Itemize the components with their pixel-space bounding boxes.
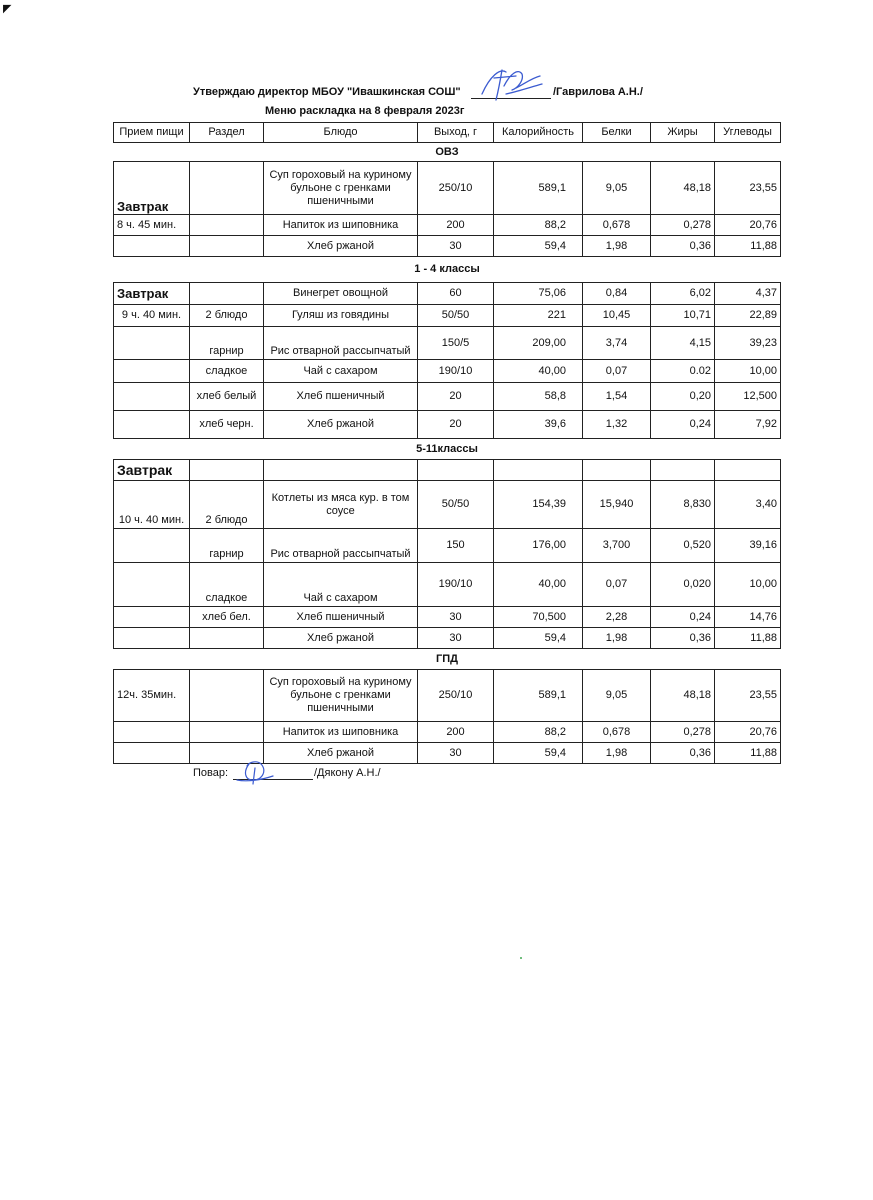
cook-name: /Дякону А.Н./: [314, 767, 381, 779]
time-cell: [114, 743, 190, 764]
dish-cell: Котлеты из мяса кур. в том соусе: [264, 481, 418, 529]
carbs-cell: 23,55: [715, 670, 781, 722]
dish-cell: Хлеб ржаной: [264, 411, 418, 439]
output-cell: 150/5: [418, 327, 494, 360]
meal-name: Завтрак: [114, 460, 190, 481]
empty-cell: [190, 460, 264, 481]
fat-cell: 48,18: [651, 670, 715, 722]
razdel-cell: [190, 236, 264, 257]
time-cell: [114, 628, 190, 649]
kcal-cell: 59,4: [494, 743, 583, 764]
scan-speck: [520, 957, 522, 959]
protein-cell: 1,54: [583, 383, 651, 411]
razdel-cell: хлеб черн.: [190, 411, 264, 439]
section-title-row: [114, 649, 781, 670]
output-cell: 30: [418, 628, 494, 649]
header-row: [114, 123, 781, 143]
output-cell: 200: [418, 215, 494, 236]
kcal-cell: 209,00: [494, 327, 583, 360]
col-header: Жиры: [651, 123, 715, 143]
dish-cell: Напиток из шиповника: [264, 215, 418, 236]
kcal-cell: 70,500: [494, 607, 583, 628]
kcal-cell: 59,4: [494, 236, 583, 257]
dish-cell: Хлеб пшеничный: [264, 607, 418, 628]
output-cell: 20: [418, 411, 494, 439]
dish-cell: Винегрет овощной: [264, 283, 418, 305]
fat-cell: 0,278: [651, 215, 715, 236]
razdel-cell: 2 блюдо: [190, 481, 264, 529]
razdel-cell: [190, 628, 264, 649]
fat-cell: 4,15: [651, 327, 715, 360]
table-row: [114, 481, 781, 529]
table-row: [114, 305, 781, 327]
col-header: Прием пищи: [114, 123, 190, 143]
carbs-cell: 10,00: [715, 360, 781, 383]
fat-cell: 10,71: [651, 305, 715, 327]
razdel-cell: [190, 722, 264, 743]
empty-cell: [583, 460, 651, 481]
protein-cell: 0,678: [583, 722, 651, 743]
protein-cell: 0,84: [583, 283, 651, 305]
protein-cell: 15,940: [583, 481, 651, 529]
carbs-cell: 39,16: [715, 529, 781, 563]
table-row: [114, 162, 781, 215]
approval-line: [193, 86, 673, 102]
carbs-cell: 3,40: [715, 481, 781, 529]
fat-cell: 0,36: [651, 743, 715, 764]
protein-cell: 1,32: [583, 411, 651, 439]
carbs-cell: 11,88: [715, 628, 781, 649]
protein-cell: 2,28: [583, 607, 651, 628]
fat-cell: 0,20: [651, 383, 715, 411]
output-cell: 190/10: [418, 360, 494, 383]
table-row: [114, 383, 781, 411]
fat-cell: 0,520: [651, 529, 715, 563]
output-cell: 200: [418, 722, 494, 743]
dish-cell: Чай с сахаром: [264, 360, 418, 383]
fat-cell: 0,278: [651, 722, 715, 743]
time-cell: [114, 327, 190, 360]
carbs-cell: 39,23: [715, 327, 781, 360]
carbs-cell: 20,76: [715, 722, 781, 743]
time-cell: 12ч. 35мин.: [114, 670, 190, 722]
output-cell: 150: [418, 529, 494, 563]
empty-cell: [715, 460, 781, 481]
empty-cell: [494, 460, 583, 481]
menu-table: [113, 122, 781, 764]
table-row: [114, 563, 781, 607]
razdel-cell: [190, 215, 264, 236]
carbs-cell: 11,88: [715, 236, 781, 257]
empty-cell: [651, 460, 715, 481]
empty-cell: [418, 460, 494, 481]
output-cell: 250/10: [418, 162, 494, 215]
carbs-cell: 12,500: [715, 383, 781, 411]
meal-name: Завтрак: [114, 162, 190, 215]
output-cell: 20: [418, 383, 494, 411]
col-header: Блюдо: [264, 123, 418, 143]
output-cell: 250/10: [418, 670, 494, 722]
time-cell: [114, 411, 190, 439]
table-row: [114, 628, 781, 649]
fat-cell: 0.02: [651, 360, 715, 383]
table-row: [114, 460, 781, 481]
cook-label: Повар:: [193, 767, 229, 779]
kcal-cell: 75,06: [494, 283, 583, 305]
razdel-cell: сладкое: [190, 563, 264, 607]
section-title-row: [114, 143, 781, 162]
razdel-cell: гарнир: [190, 529, 264, 563]
protein-cell: 1,98: [583, 743, 651, 764]
protein-cell: 0,07: [583, 360, 651, 383]
empty-cell: [264, 460, 418, 481]
output-cell: 60: [418, 283, 494, 305]
fat-cell: 0,36: [651, 236, 715, 257]
table-row: [114, 360, 781, 383]
razdel-cell: сладкое: [190, 360, 264, 383]
protein-cell: 1,98: [583, 236, 651, 257]
time-cell: 8 ч. 45 мин.: [114, 215, 190, 236]
table-row: [114, 411, 781, 439]
table-row: [114, 215, 781, 236]
cook-signature: [233, 758, 293, 786]
fat-cell: 0,24: [651, 607, 715, 628]
time-cell: [114, 236, 190, 257]
kcal-cell: 40,00: [494, 360, 583, 383]
carbs-cell: 14,76: [715, 607, 781, 628]
table-row: [114, 743, 781, 764]
fat-cell: 0,36: [651, 628, 715, 649]
razdel-cell: [190, 283, 264, 305]
fat-cell: 48,18: [651, 162, 715, 215]
protein-cell: 9,05: [583, 162, 651, 215]
razdel-cell: хлеб белый: [190, 383, 264, 411]
cook-signature-line: [193, 764, 413, 784]
table-row: [114, 529, 781, 563]
protein-cell: 9,05: [583, 670, 651, 722]
section-title: 1 - 4 классы: [114, 257, 781, 283]
table-row: [114, 670, 781, 722]
carbs-cell: 22,89: [715, 305, 781, 327]
time-cell: [114, 529, 190, 563]
section-title: ОВЗ: [114, 143, 781, 162]
protein-cell: 1,98: [583, 628, 651, 649]
time-cell: [114, 383, 190, 411]
fat-cell: 0,020: [651, 563, 715, 607]
kcal-cell: 154,39: [494, 481, 583, 529]
dish-cell: Чай с сахаром: [264, 563, 418, 607]
col-header: Углеводы: [715, 123, 781, 143]
menu-title: Меню раскладка на 8 февраля 2023г: [265, 105, 465, 117]
kcal-cell: 39,6: [494, 411, 583, 439]
col-header: Выход, г: [418, 123, 494, 143]
col-header: Раздел: [190, 123, 264, 143]
dish-cell: Хлеб пшеничный: [264, 383, 418, 411]
time-cell: [114, 360, 190, 383]
dish-cell: Рис отварной рассыпчатый: [264, 327, 418, 360]
col-header: Белки: [583, 123, 651, 143]
table-row: [114, 607, 781, 628]
output-cell: 30: [418, 607, 494, 628]
carbs-cell: 20,76: [715, 215, 781, 236]
table-row: [114, 327, 781, 360]
output-cell: 30: [418, 236, 494, 257]
kcal-cell: 58,8: [494, 383, 583, 411]
kcal-cell: 176,00: [494, 529, 583, 563]
carbs-cell: 11,88: [715, 743, 781, 764]
output-cell: 50/50: [418, 481, 494, 529]
time-cell: [114, 722, 190, 743]
section-title: ГПД: [114, 649, 781, 670]
dish-cell: Суп гороховый на куриному бульоне с гренками пшеничными: [264, 670, 418, 722]
section-title-row: [114, 257, 781, 283]
meal-name: Завтрак: [114, 283, 190, 305]
time-cell: [114, 607, 190, 628]
dish-cell: Гуляш из говядины: [264, 305, 418, 327]
razdel-cell: [190, 162, 264, 215]
director-name: /Гаврилова А.Н./: [553, 86, 643, 98]
corner-mark: ◤: [3, 3, 12, 15]
fat-cell: 8,830: [651, 481, 715, 529]
output-cell: 190/10: [418, 563, 494, 607]
carbs-cell: 10,00: [715, 563, 781, 607]
kcal-cell: 589,1: [494, 670, 583, 722]
kcal-cell: 59,4: [494, 628, 583, 649]
razdel-cell: 2 блюдо: [190, 305, 264, 327]
director-signature: [476, 64, 546, 106]
razdel-cell: хлеб бел.: [190, 607, 264, 628]
kcal-cell: 221: [494, 305, 583, 327]
kcal-cell: 589,1: [494, 162, 583, 215]
razdel-cell: гарнир: [190, 327, 264, 360]
approval-label: Утверждаю директор МБОУ "Ивашкинская СОШ": [193, 86, 461, 98]
razdel-cell: [190, 670, 264, 722]
kcal-cell: 88,2: [494, 215, 583, 236]
section-title: 5-11классы: [114, 439, 781, 460]
dish-cell: Рис отварной рассыпчатый: [264, 529, 418, 563]
output-cell: 30: [418, 743, 494, 764]
protein-cell: 10,45: [583, 305, 651, 327]
time-cell: [114, 563, 190, 607]
carbs-cell: 7,92: [715, 411, 781, 439]
col-header: Калорийность: [494, 123, 583, 143]
protein-cell: 3,74: [583, 327, 651, 360]
protein-cell: 3,700: [583, 529, 651, 563]
fat-cell: 6,02: [651, 283, 715, 305]
table-row: [114, 283, 781, 305]
time-cell: 10 ч. 40 мин.: [114, 481, 190, 529]
carbs-cell: 4,37: [715, 283, 781, 305]
dish-cell: Хлеб ржаной: [264, 628, 418, 649]
dish-cell: Хлеб ржаной: [264, 236, 418, 257]
dish-cell: Суп гороховый на куриному бульоне с гренками пшеничными: [264, 162, 418, 215]
time-cell: 9 ч. 40 мин.: [114, 305, 190, 327]
dish-cell: Напиток из шиповника: [264, 722, 418, 743]
kcal-cell: 40,00: [494, 563, 583, 607]
kcal-cell: 88,2: [494, 722, 583, 743]
table-row: [114, 722, 781, 743]
dish-cell: Хлеб ржаной: [264, 743, 418, 764]
table-row: [114, 236, 781, 257]
fat-cell: 0,24: [651, 411, 715, 439]
carbs-cell: 23,55: [715, 162, 781, 215]
output-cell: 50/50: [418, 305, 494, 327]
section-title-row: [114, 439, 781, 460]
protein-cell: 0,678: [583, 215, 651, 236]
protein-cell: 0,07: [583, 563, 651, 607]
